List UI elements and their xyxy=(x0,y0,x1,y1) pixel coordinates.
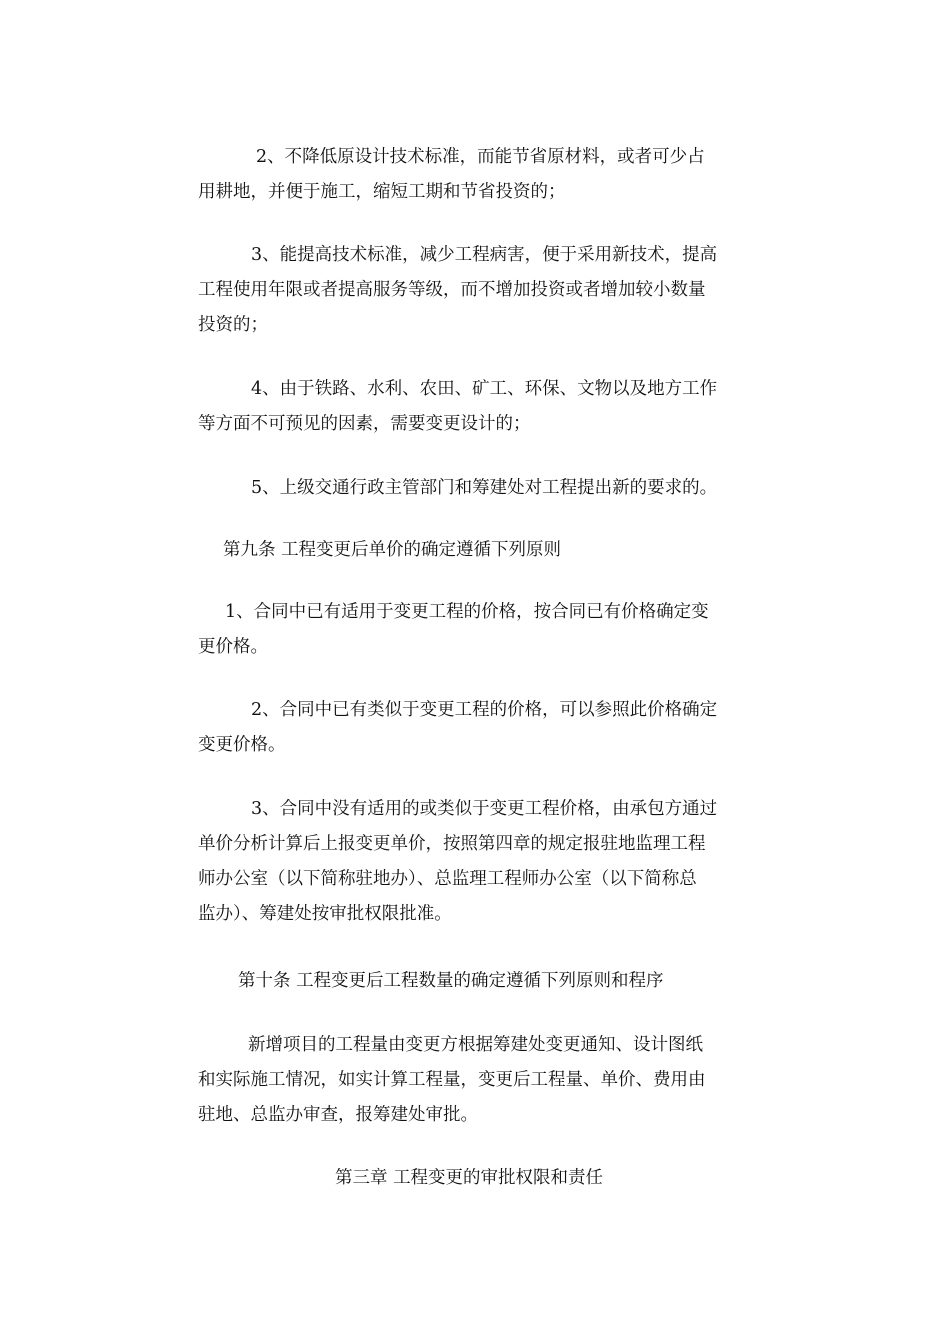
text-line: 和实际施工情况，如实计算工程量，变更后工程量、单价、费用由 xyxy=(198,1070,706,1090)
paragraph-item-2 xyxy=(198,140,758,210)
paragraph-a9-item-2 xyxy=(198,693,758,763)
paragraph-a10-body xyxy=(198,1028,758,1133)
article-9-heading xyxy=(198,533,758,568)
text-line: 2、合同中已有类似于变更工程的价格，可以参照此价格确定 xyxy=(251,700,718,720)
text-line: 工程使用年限或者提高服务等级，而不增加投资或者增加较小数量 xyxy=(198,280,706,300)
text-line: 用耕地，并便于施工，缩短工期和节省投资的； xyxy=(198,182,566,202)
text-line: 4、由于铁路、水利、农田、矿工、环保、文物以及地方工作 xyxy=(251,379,718,399)
text-line: 变更价格。 xyxy=(198,735,286,755)
paragraph-item-3 xyxy=(198,238,758,343)
text-line: 师办公室（以下简称驻地办）、总监理工程师办公室（以下简称总 xyxy=(198,869,697,889)
chapter-3-heading xyxy=(198,1161,758,1196)
text-line: 等方面不可预见的因素，需要变更设计的； xyxy=(198,414,531,434)
text-line: 第十条 工程变更后工程数量的确定遵循下列原则和程序 xyxy=(238,971,664,991)
text-line: 单价分析计算后上报变更单价，按照第四章的规定报驻地监理工程 xyxy=(198,834,706,854)
text-line: 更价格。 xyxy=(198,637,268,657)
paragraph-item-4 xyxy=(198,372,758,442)
paragraph-a9-item-1 xyxy=(198,595,758,665)
article-10-heading xyxy=(198,964,758,999)
text-line: 投资的； xyxy=(198,315,268,335)
text-line: 新增项目的工程量由变更方根据筹建处变更通知、设计图纸 xyxy=(248,1035,703,1055)
paragraph-a9-item-3 xyxy=(198,792,758,932)
text-line: 2、不降低原设计技术标准，而能节省原材料，或者可少占 xyxy=(256,147,705,167)
text-line: 3、合同中没有适用的或类似于变更工程价格，由承包方通过 xyxy=(251,799,718,819)
text-line: 驻地、总监办审查，报筹建处审批。 xyxy=(198,1105,478,1125)
text-line: 第三章 工程变更的审批权限和责任 xyxy=(335,1168,604,1188)
text-line: 监办）、筹建处按审批权限批准。 xyxy=(198,904,452,924)
text-line: 第九条 工程变更后单价的确定遵循下列原则 xyxy=(223,540,562,560)
paragraph-item-5 xyxy=(198,471,758,506)
text-line: 5、上级交通行政主管部门和筹建处对工程提出新的要求的。 xyxy=(251,478,718,498)
text-line: 3、能提高技术标准，减少工程病害，便于采用新技术，提高 xyxy=(251,245,718,265)
text-line: 1、合同中已有适用于变更工程的价格，按合同已有价格确定变 xyxy=(225,602,709,622)
